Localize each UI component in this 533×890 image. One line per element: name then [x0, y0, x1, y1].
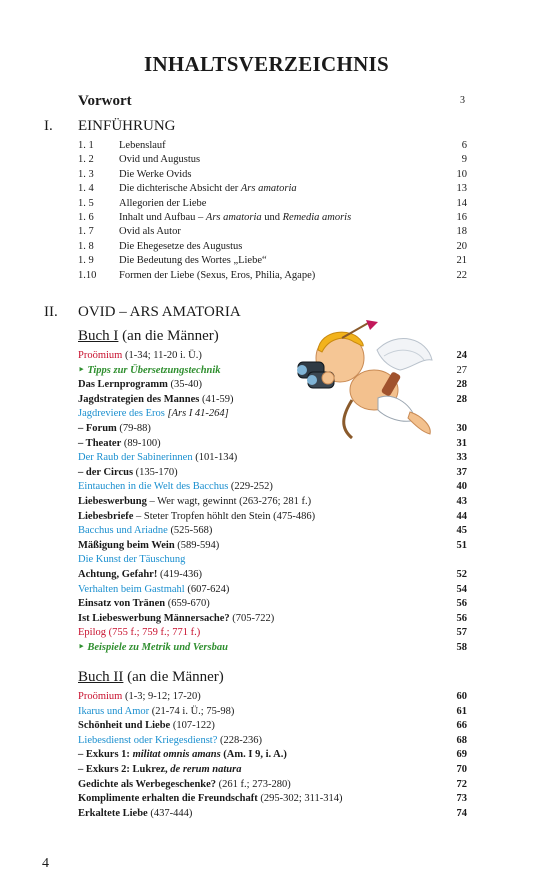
toc-text-part: Formen der Liebe (Sexus, Eros, Philia, Agape): [119, 269, 316, 281]
entry-title-italic: de rerum natura: [170, 764, 242, 775]
toc-number: 1. 9: [78, 255, 94, 267]
toc-row: [78, 153, 467, 167]
entry-page: 60: [456, 691, 467, 702]
vorwort-page: 3: [460, 95, 465, 106]
toc-row: [78, 211, 467, 225]
toc-text-part: Allegorien der Liebe: [119, 197, 207, 209]
toc-text-italic: Ars amatoria: [240, 183, 297, 195]
entry-page: 31: [456, 437, 467, 449]
entry-verses: (705-722): [229, 612, 275, 624]
toc-page: 21: [456, 255, 467, 267]
toc-text: [119, 211, 351, 225]
entry-title: Ikarus und Amor: [78, 705, 150, 717]
toc-text: [119, 254, 267, 268]
list-item: [78, 734, 467, 748]
entry-verses: (41-59): [199, 393, 234, 405]
section2-number: II.: [44, 304, 58, 320]
entry-title: Liebesdienst oder Kriegesdienst?: [78, 734, 218, 746]
buch1-heading: [78, 328, 219, 345]
toc-text-part: Ovid als Autor: [119, 226, 181, 238]
entry-title: Komplimente erhalten die Freundschaft: [78, 793, 258, 805]
entry-title: Jagdreviere des Eros: [78, 408, 165, 420]
list-item: [78, 510, 467, 524]
toc-page: 13: [456, 183, 467, 195]
section1-title: EINFÜHRUNG: [78, 118, 176, 134]
entry-page: 72: [456, 778, 467, 790]
entry-page: 56: [456, 612, 467, 624]
toc-text: [119, 182, 297, 196]
toc-page: 16: [456, 212, 467, 223]
toc-number: 1.10: [78, 269, 97, 281]
toc-page: 22: [456, 269, 467, 281]
buch2-heading: [78, 669, 224, 686]
entry-page: 61: [456, 705, 467, 717]
toc-text: [119, 168, 191, 182]
entry-page: 28: [456, 379, 467, 391]
toc-number: 1. 3: [78, 168, 94, 180]
entry-verses: (89-100): [121, 437, 161, 449]
entry-page: 43: [456, 496, 467, 507]
list-item: [78, 641, 467, 655]
toc-text: [119, 197, 206, 211]
entry-title: – Theater: [78, 437, 122, 449]
toc-text-part: Die Bedeutung des Wortes „Liebe“: [119, 255, 267, 267]
toc-text-part: Die Werke Ovids: [119, 168, 192, 180]
toc-row: [78, 197, 467, 211]
toc-text-italic: Ars amatoria: [205, 212, 262, 223]
toc-number: 1. 6: [78, 212, 94, 223]
entry-title: Einsatz von Tränen: [78, 598, 166, 610]
entry-verses: (607-624): [184, 583, 230, 595]
entry-page: 30: [456, 423, 467, 434]
entry-verses: – Wer wagt, gewinnt (263-276; 281 f.): [146, 496, 312, 507]
list-item: [78, 763, 467, 777]
entry-page: 58: [456, 642, 467, 653]
entry-title: Bacchus und Ariadne: [78, 525, 168, 537]
entry-verses: (589-594): [174, 539, 220, 551]
toc-text-part: und: [261, 212, 283, 223]
entry-verses: (437-444): [147, 807, 193, 819]
vorwort-label: Vorwort: [78, 93, 132, 109]
toc-text-part: Die Ehegesetze des Augustus: [119, 240, 243, 252]
toc-row: [78, 182, 467, 196]
list-item: [78, 807, 467, 821]
toc-number: 1. 5: [78, 197, 94, 209]
entry-title: Ist Liebeswerbung Männersache?: [78, 612, 230, 624]
list-item: [78, 524, 467, 538]
entry-page: 68: [456, 734, 467, 746]
entry-page: 54: [456, 583, 467, 595]
entry-title: Die Kunst der Täuschung: [78, 554, 186, 566]
toc-page: 18: [456, 226, 467, 238]
entry-page: 45: [456, 525, 467, 537]
entry-verses: (659-670): [165, 598, 210, 610]
entry-page: 33: [456, 452, 467, 464]
entry-page: 69: [456, 749, 467, 761]
section2-title: OVID – ARS AMATORIA: [78, 304, 241, 320]
entry-title: Epilog: [78, 627, 106, 639]
toc-row: [78, 225, 467, 239]
toc-number: 1. 8: [78, 240, 94, 252]
list-item: [78, 612, 467, 626]
toc-row: [78, 240, 467, 254]
entry-page: 52: [456, 569, 467, 580]
entry-title: Gedichte als Werbegeschenke?: [78, 778, 217, 790]
entry-title: Proömium: [78, 350, 123, 361]
list-item: [78, 480, 467, 494]
entry-title: Verhalten beim Gastmahl: [78, 583, 185, 595]
toc-row: [78, 254, 467, 268]
entry-verses: – Steter Tropfen höhlt den Stein (475-486): [133, 510, 316, 522]
entry-title: – Exkurs 1:: [78, 749, 133, 761]
page-number: 4: [42, 856, 49, 871]
entry-title: ‣ Beispiele zu Metrik und Versbau: [78, 642, 228, 653]
entry-verses: (79-88): [116, 423, 151, 434]
toc-number: 1. 1: [78, 140, 94, 151]
list-item: [78, 583, 467, 597]
list-item: [78, 553, 467, 567]
toc-text: [119, 240, 242, 254]
entry-page: 73: [456, 793, 467, 805]
buch1-heading-rest: (an die Männer): [118, 328, 219, 344]
entry-title: Eintauchen in die Welt des Bacchus: [78, 481, 229, 493]
toc-page: 9: [461, 154, 467, 166]
entry-verses: (261 f.; 273-280): [216, 778, 291, 790]
toc-text: [119, 139, 166, 153]
toc-page: 14: [456, 197, 467, 209]
toc-row: [78, 139, 467, 153]
buch1-heading-main: Buch I: [78, 328, 119, 344]
entry-title: Der Raub der Sabinerinnen: [78, 452, 193, 464]
entry-verses: (1-34; 11-20 i. Ü.): [122, 350, 202, 361]
toc-text-part: Die dichterische Absicht der: [119, 183, 241, 195]
entry-title: Erkaltete Liebe: [78, 807, 148, 819]
cupid-illustration: [282, 320, 442, 440]
entry-verses: (21-74 i. Ü.; 75-98): [149, 705, 235, 717]
toc-number: 1. 4: [78, 183, 94, 195]
entry-verses: (525-568): [167, 525, 213, 537]
list-item: [78, 495, 467, 509]
toc-number: 1. 2: [78, 154, 94, 166]
entry-verses: (1-3; 9-12; 17-20): [122, 691, 201, 702]
entry-title: Schönheit und Liebe: [78, 720, 171, 732]
buch2-heading-rest: (an die Männer): [123, 669, 224, 685]
entry-verses-italic: [Ars I 41-264]: [164, 408, 229, 420]
toc-row: [78, 269, 467, 283]
entry-page: 44: [456, 510, 467, 522]
entry-page: 51: [456, 539, 467, 551]
entry-title: Proömium: [78, 691, 123, 702]
list-item: [78, 748, 467, 762]
entry-title: – Forum: [78, 423, 117, 434]
entry-title: – Exkurs 2: Lukrez,: [78, 764, 171, 775]
toc-text-part: Lebenslauf: [119, 140, 166, 151]
toc-row: [78, 168, 467, 182]
toc-text-part: Ovid und Augustus: [119, 154, 201, 166]
toc-text-italic: Remedia amoris: [282, 212, 352, 223]
toc-text: [119, 153, 200, 167]
list-item: [78, 792, 467, 806]
section1-number: I.: [44, 118, 53, 134]
entry-page: 57: [456, 627, 467, 639]
list-item: [78, 466, 467, 480]
entry-title: Mäßigung beim Wein: [78, 539, 175, 551]
toc-page: 6: [461, 140, 467, 151]
entry-verses: (35-40): [167, 379, 203, 391]
entry-verses: (Am. I 9, i. A.): [220, 749, 287, 761]
list-item: [78, 778, 467, 792]
entry-page: 24: [456, 350, 467, 361]
list-item: [78, 705, 467, 719]
list-item: [78, 568, 467, 582]
entry-page: 74: [456, 807, 467, 819]
entry-page: 56: [456, 598, 467, 610]
list-item: [78, 626, 467, 640]
entry-page: 40: [456, 481, 467, 493]
entry-title-italic: militat omnis amans: [132, 749, 221, 761]
entry-title: – der Circus: [78, 466, 134, 478]
toc-page: 20: [456, 240, 467, 252]
entry-verses: (101-134): [192, 452, 238, 464]
entry-title: Jagdstrategien des Mannes: [78, 393, 200, 405]
list-item: [78, 719, 467, 733]
entry-page: 66: [456, 720, 467, 732]
entry-title: Achtung, Gefahr!: [78, 569, 158, 580]
entry-page: 37: [456, 466, 467, 478]
list-item: [78, 597, 467, 611]
list-item: [78, 451, 467, 465]
entry-verses: (295-302; 311-314): [257, 793, 343, 805]
page-title: INHALTSVERZEICHNIS: [143, 52, 390, 76]
entry-verses: (135-170): [133, 466, 178, 478]
entry-title: Das Lernprogramm: [78, 379, 168, 391]
toc-text-part: Inhalt und Aufbau –: [119, 212, 206, 223]
toc-text: [119, 225, 181, 239]
toc-page: 10: [456, 168, 467, 180]
toc-text: [119, 269, 315, 283]
entry-title: Liebeswerbung: [78, 496, 147, 507]
entry-verses: (107-122): [170, 720, 215, 732]
buch2-heading-main: Buch II: [78, 669, 124, 685]
toc-number: 1. 7: [78, 226, 94, 238]
entry-title: ‣ Tipps zur Übersetzungstechnik: [78, 364, 221, 376]
entry-verses: (755 f.; 759 f.; 771 f.): [106, 627, 201, 639]
entry-page: 27: [456, 364, 467, 376]
entry-page: 28: [456, 393, 467, 405]
entry-title: Liebesbriefe: [78, 510, 134, 522]
entry-page: 70: [456, 764, 467, 775]
entry-verses: (228-236): [217, 734, 262, 746]
list-item: [78, 690, 467, 704]
list-item: [78, 539, 467, 553]
entry-verses: (419-436): [157, 569, 202, 580]
entry-verses: (229-252): [228, 481, 273, 493]
